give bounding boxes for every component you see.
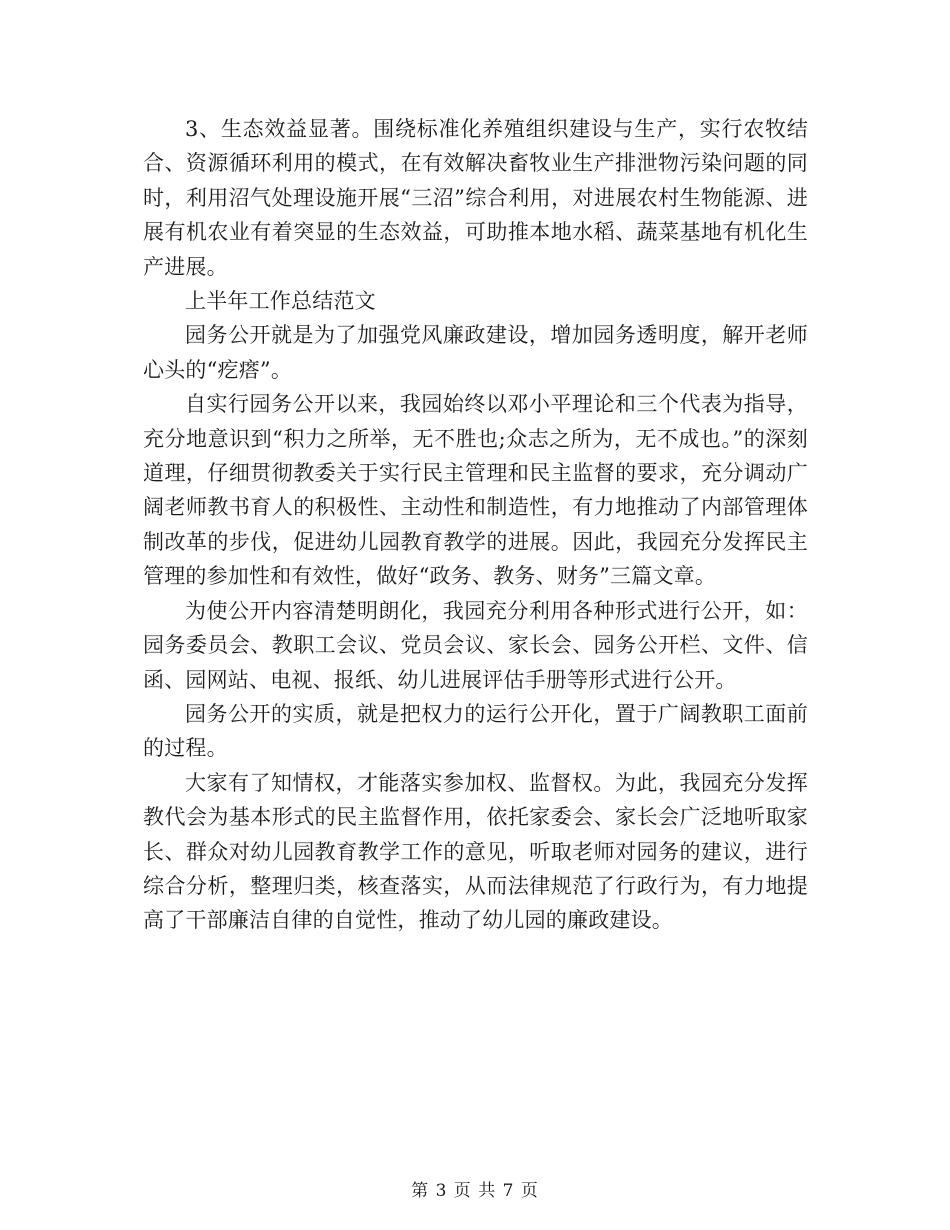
page-number: 第 3 页 共 7 页 xyxy=(411,1181,539,1201)
paragraph-intro: 园务公开就是为了加强党风廉政建设，增加园务透明度，解开老师心头的“疙瘩”。 xyxy=(143,323,808,382)
paragraph-essence: 园务公开的实质，就是把权力的运行公开化，置于广阔教职工面前的过程。 xyxy=(143,701,808,761)
document-body xyxy=(143,112,808,938)
paragraph-supervision: 大家有了知情权，才能落实参加权、监督权。为此，我园充分发挥教代会为基本形式的民主监督作用，依托家委会、家长会广泛地听取家长、群众对幼儿园教育教学工作的意见，听取老师对园务的建议，进行综合分析，整理归类，核查落实，从而法律规范了行政行为，有力地提高了干部廉洁自律的自觉性，推动了幼儿园的廉政建设。 xyxy=(143,770,808,933)
section-heading: 上半年工作总结范文 xyxy=(185,289,376,314)
paragraph-implementation: 自实行园务公开以来，我园始终以邓小平理论和三个代表为指导，充分地意识到“积力之所举，无不胜也;众志之所为，无不成也。”的深刻道理，仔细贯彻教委关于实行民主管理和民主监督的要求，充分调动广阔老师教书育人的积极性、主动性和制造性，有力地推动了内部管理体制改革的步伐，促进幼儿园教育教学的进展。因此，我园充分发挥民主管理的参加性和有效性，做好“政务、教务、财务”三篇文章。 xyxy=(143,392,808,589)
paragraph-forms: 为使公开内容清楚明朗化，我园充分利用各种形式进行公开，如：园务委员会、教职工会议、党员会议、家长会、园务公开栏、文件、信函、园网站、电视、报纸、幼儿进展评估手册等形式进行公开。 xyxy=(143,598,808,692)
paragraph-ecology: 3、生态效益显著。围绕标准化养殖组织建设与生产，实行农牧结合、资源循环利用的模式，在有效解决畜牧业生产排泄物污染问题的同时，利用沼气处理设施开展“三沼”综合利用，对进展农村生物能源、进展有机农业有着突显的生态效益，可助推本地水稻、蔬菜基地有机化生产进展。 xyxy=(143,117,808,279)
